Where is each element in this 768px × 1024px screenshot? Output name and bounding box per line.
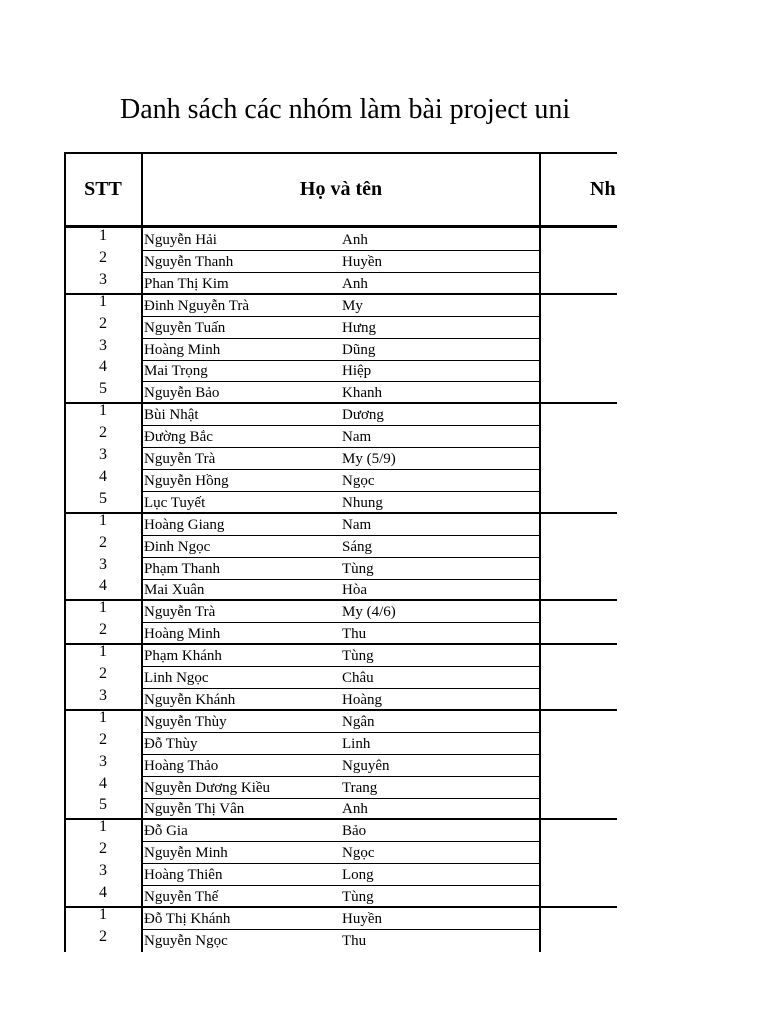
row-last-name: Hoàng Thảo xyxy=(144,757,219,774)
table-row xyxy=(64,382,617,404)
row-stt: 5 xyxy=(99,489,107,507)
row-first-name: Khanh xyxy=(342,385,382,402)
row-stt: 4 xyxy=(99,467,107,485)
row-first-name: Anh xyxy=(342,232,368,248)
row-last-name: Đinh Nguyễn Trà xyxy=(144,297,250,314)
row-first-name: Sáng xyxy=(342,538,372,555)
row-stt: 4 xyxy=(99,358,107,376)
row-stt: 2 xyxy=(99,424,107,442)
row-first-name: Bảo xyxy=(342,823,367,840)
row-first-name: Trang xyxy=(342,779,378,796)
table-row xyxy=(64,314,617,339)
row-first-name: Nhung xyxy=(342,494,383,511)
row-stt: 4 xyxy=(99,577,107,595)
table-row xyxy=(64,686,617,711)
table-row xyxy=(64,533,617,558)
row-first-name: Long xyxy=(342,867,374,884)
table-row xyxy=(64,270,617,295)
table-row xyxy=(64,886,617,908)
row-stt: 2 xyxy=(99,840,107,858)
table-row xyxy=(64,404,617,426)
row-first-name: Ngân xyxy=(342,713,375,730)
header-bottom-border xyxy=(64,225,617,228)
row-last-name: Đỗ Thị Khánh xyxy=(144,910,231,927)
row-first-name: Anh xyxy=(342,801,368,818)
row-stt: 3 xyxy=(99,555,107,573)
row-last-name: Nguyễn Khánh xyxy=(144,691,236,708)
row-last-name: Hoàng Minh xyxy=(144,341,221,358)
page-title: Danh sách các nhóm làm bài project uni xyxy=(120,94,571,125)
row-stt: 1 xyxy=(99,599,107,617)
table-row xyxy=(64,467,617,492)
row-last-name: Nguyễn Dương Kiều xyxy=(144,779,271,796)
row-stt: 1 xyxy=(99,402,107,420)
row-stt: 5 xyxy=(99,380,107,398)
row-first-name: My (4/6) xyxy=(342,604,396,621)
row-last-name: Nguyễn Trà xyxy=(144,604,216,621)
table-row xyxy=(64,248,617,273)
table-row xyxy=(64,448,617,470)
row-last-name: Phan Thị Kim xyxy=(144,275,229,292)
row-last-name: Nguyễn Thế xyxy=(144,889,219,905)
row-stt: 2 xyxy=(99,314,107,332)
row-first-name: Thu xyxy=(342,932,367,949)
row-stt: 3 xyxy=(99,446,107,463)
row-first-name: Hoàng xyxy=(342,691,382,708)
header-group: Nh xyxy=(590,178,616,200)
row-first-name: Ngọc xyxy=(342,845,375,862)
row-first-name: Huyền xyxy=(342,253,382,270)
table-row xyxy=(64,842,617,864)
row-stt: 3 xyxy=(99,270,107,288)
row-last-name: Nguyễn Thùy xyxy=(144,713,227,730)
row-last-name: Nguyễn Hồng xyxy=(144,472,229,489)
row-last-name: Mai Xuân xyxy=(144,582,205,599)
table-row xyxy=(64,798,617,820)
row-first-name: Dũng xyxy=(342,341,376,358)
row-last-name: Nguyễn Hải xyxy=(144,232,217,248)
row-last-name: Bùi Nhật xyxy=(144,407,199,424)
row-stt: 1 xyxy=(99,292,107,310)
table-row xyxy=(64,489,617,514)
row-first-name: Nam xyxy=(342,516,372,533)
row-last-name: Mai Trọng xyxy=(144,363,208,380)
row-stt: 1 xyxy=(99,905,107,923)
row-stt: 3 xyxy=(99,686,107,704)
row-last-name: Nguyễn Minh xyxy=(144,845,228,862)
row-last-name: Phạm Khánh xyxy=(144,648,222,665)
row-last-name: Đinh Ngọc xyxy=(144,538,211,555)
header-stt: STT xyxy=(84,178,122,200)
row-stt: 2 xyxy=(99,730,107,748)
row-stt: 2 xyxy=(99,621,107,639)
row-first-name: Dương xyxy=(342,407,384,424)
row-stt: 1 xyxy=(99,708,107,726)
table-row xyxy=(64,708,617,733)
row-first-name: Hiệp xyxy=(342,363,372,380)
row-stt: 3 xyxy=(99,752,107,770)
row-first-name: Anh xyxy=(342,275,368,292)
row-first-name: Tùng xyxy=(342,560,374,577)
row-stt: 2 xyxy=(99,927,107,945)
table-row xyxy=(64,820,617,842)
table-row xyxy=(64,511,617,536)
row-first-name: Thu xyxy=(342,626,367,643)
table-row xyxy=(64,623,617,645)
row-stt: 2 xyxy=(99,533,107,551)
table-row xyxy=(64,774,617,799)
row-stt: 4 xyxy=(99,884,107,901)
row-first-name: Linh xyxy=(342,735,371,752)
row-stt: 1 xyxy=(99,511,107,529)
row-stt: 3 xyxy=(99,336,107,354)
table-row xyxy=(64,752,617,777)
row-last-name: Phạm Thanh xyxy=(144,560,220,577)
header-name: Họ và tên xyxy=(299,178,383,200)
table-row xyxy=(64,229,617,251)
row-last-name: Nguyễn Trà xyxy=(144,451,216,467)
row-stt: 1 xyxy=(99,818,107,836)
table-row xyxy=(64,645,617,667)
row-first-name: Tùng xyxy=(342,648,374,665)
table-row xyxy=(64,927,617,952)
row-stt: 2 xyxy=(99,665,107,682)
table-row xyxy=(64,864,617,886)
row-first-name: My xyxy=(342,297,363,314)
row-stt: 2 xyxy=(99,248,107,266)
row-stt: 5 xyxy=(99,796,107,814)
row-last-name: Nguyễn Tuấn xyxy=(144,319,226,336)
row-last-name: Linh Ngọc xyxy=(144,670,209,686)
row-stt: 4 xyxy=(99,774,107,792)
row-first-name: Nam xyxy=(342,429,372,446)
row-first-name: Hưng xyxy=(342,319,376,336)
table-row xyxy=(64,667,617,689)
row-first-name: Tùng xyxy=(342,889,374,905)
row-last-name: Nguyễn Bảo xyxy=(144,385,220,402)
row-stt: 3 xyxy=(99,862,107,880)
row-last-name: Lục Tuyết xyxy=(144,494,206,511)
row-first-name: Huyền xyxy=(342,910,382,927)
table-row xyxy=(64,730,617,755)
table-row xyxy=(64,292,617,317)
row-first-name: Ngọc xyxy=(342,472,375,489)
row-last-name: Hoàng Giang xyxy=(144,516,225,533)
row-last-name: Đỗ Gia xyxy=(144,823,188,840)
row-first-name: Châu xyxy=(342,670,374,686)
row-last-name: Hoàng Minh xyxy=(144,626,221,643)
table-row xyxy=(64,905,617,930)
table-row xyxy=(64,336,617,361)
row-last-name: Nguyễn Thị Vân xyxy=(144,801,245,818)
header-top-border xyxy=(64,152,617,154)
table-row xyxy=(64,360,617,382)
row-first-name: Nguyên xyxy=(342,757,390,774)
table-row xyxy=(64,555,617,580)
row-last-name: Nguyễn Thanh xyxy=(144,253,234,270)
table-row xyxy=(64,579,617,601)
row-first-name: Hòa xyxy=(342,582,367,599)
row-last-name: Đỗ Thùy xyxy=(144,735,198,752)
table-row xyxy=(64,426,617,448)
row-first-name: My (5/9) xyxy=(342,451,396,467)
row-last-name: Hoàng Thiên xyxy=(144,867,223,884)
row-stt: 1 xyxy=(99,227,107,244)
row-last-name: Nguyễn Ngọc xyxy=(144,932,228,949)
row-last-name: Đường Bắc xyxy=(144,429,213,446)
table-row xyxy=(64,601,617,623)
row-stt: 1 xyxy=(99,643,107,661)
